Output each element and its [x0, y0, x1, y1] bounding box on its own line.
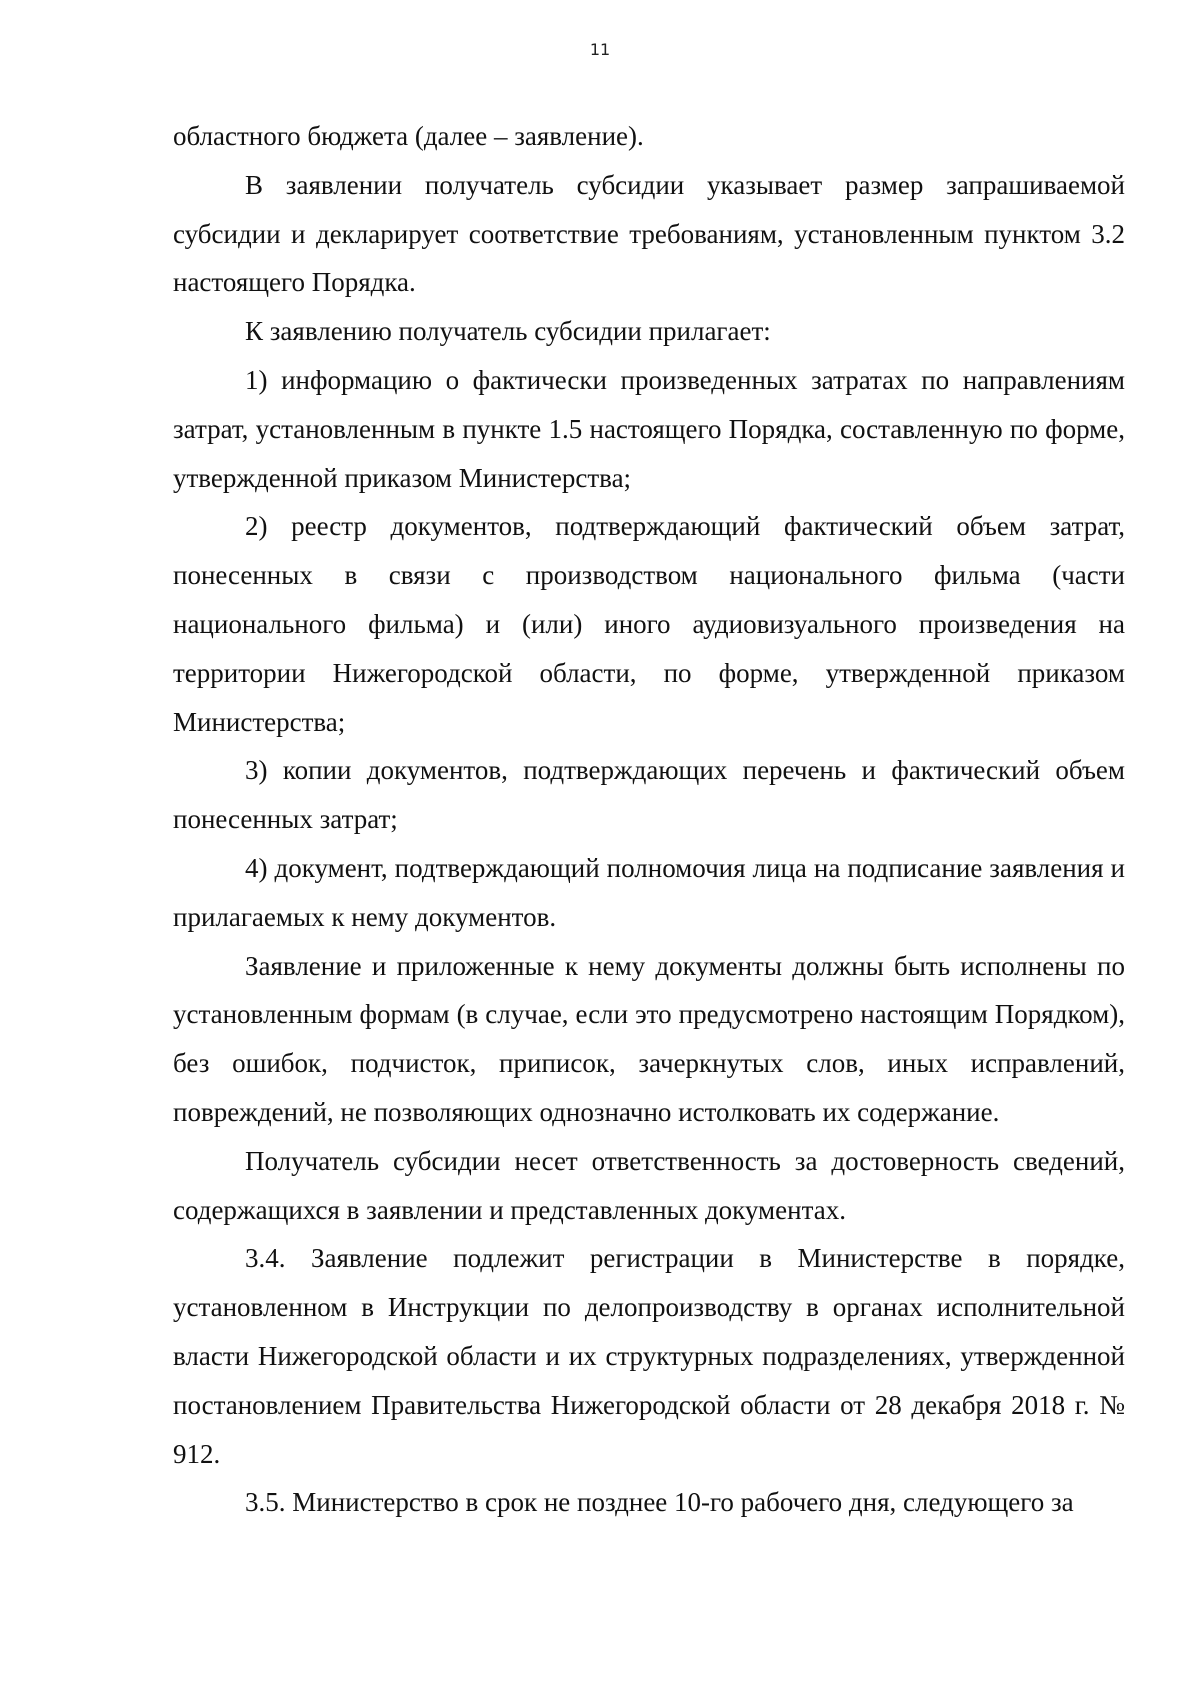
page-number: 11 — [589, 40, 611, 59]
list-item-4: 4) документ, подтверждающий полномочия лица на подписание заявления и прилагаемых к нему документов. — [173, 852, 1125, 932]
paragraph-attachments-intro: К заявлению получатель субсидии прилагает: — [245, 316, 771, 347]
paragraph-application-contents: В заявлении получатель субсидии указывает размер запрашиваемой субсидии и декларирует соответствие требованиям, установленным пунктом 3.2 настоящего Порядка. — [173, 169, 1125, 298]
document-body — [173, 112, 1125, 1527]
paragraph-form-requirements: Заявление и приложенные к нему документы должны быть исполнены по установленным формам (в случае, если это предусмотрено настоящим Порядком), без ошибок, подчисток, приписок, зачеркнутых слов, иных исправлений, повреждений, не позволяющих однозначно истолковать их содержание. — [173, 950, 1125, 1127]
paragraph-continuation: областного бюджета (далее – заявление). — [173, 121, 644, 151]
list-item-3: 3) копии документов, подтверждающих перечень и фактический объем понесенных затрат; — [173, 755, 1125, 835]
clause-3-5: 3.5. Министерство в срок не позднее 10-го рабочего дня, следующего за — [245, 1487, 1074, 1518]
list-item-1: 1) информацию о фактически произведенных затратах по направлениям затрат, установленным в пункте 1.5 настоящего Порядка, составленную по форме, утвержденной приказом Министерства; — [173, 364, 1125, 493]
clause-3-4: 3.4. Заявление подлежит регистрации в Министерстве в порядке, установленном в Инструкции по делопроизводству в органах исполнительной власти Нижегородской области и их структурных подразделениях, утвержденной постановлением Правительства Нижегородской области от 28 декабря 2018 г. № 912. — [173, 1243, 1125, 1469]
list-item-2: 2) реестр документов, подтверждающий фактический объем затрат, понесенных в связи с производством национального фильма (части национального фильма) и (или) иного аудиовизуального произведения на территории Нижегородской области, по форме, утвержденной приказом Министерства; — [173, 511, 1125, 737]
paragraph-responsibility: Получатель субсидии несет ответственность за достоверность сведений, содержащихся в заявлении и представленных документах. — [173, 1145, 1125, 1225]
